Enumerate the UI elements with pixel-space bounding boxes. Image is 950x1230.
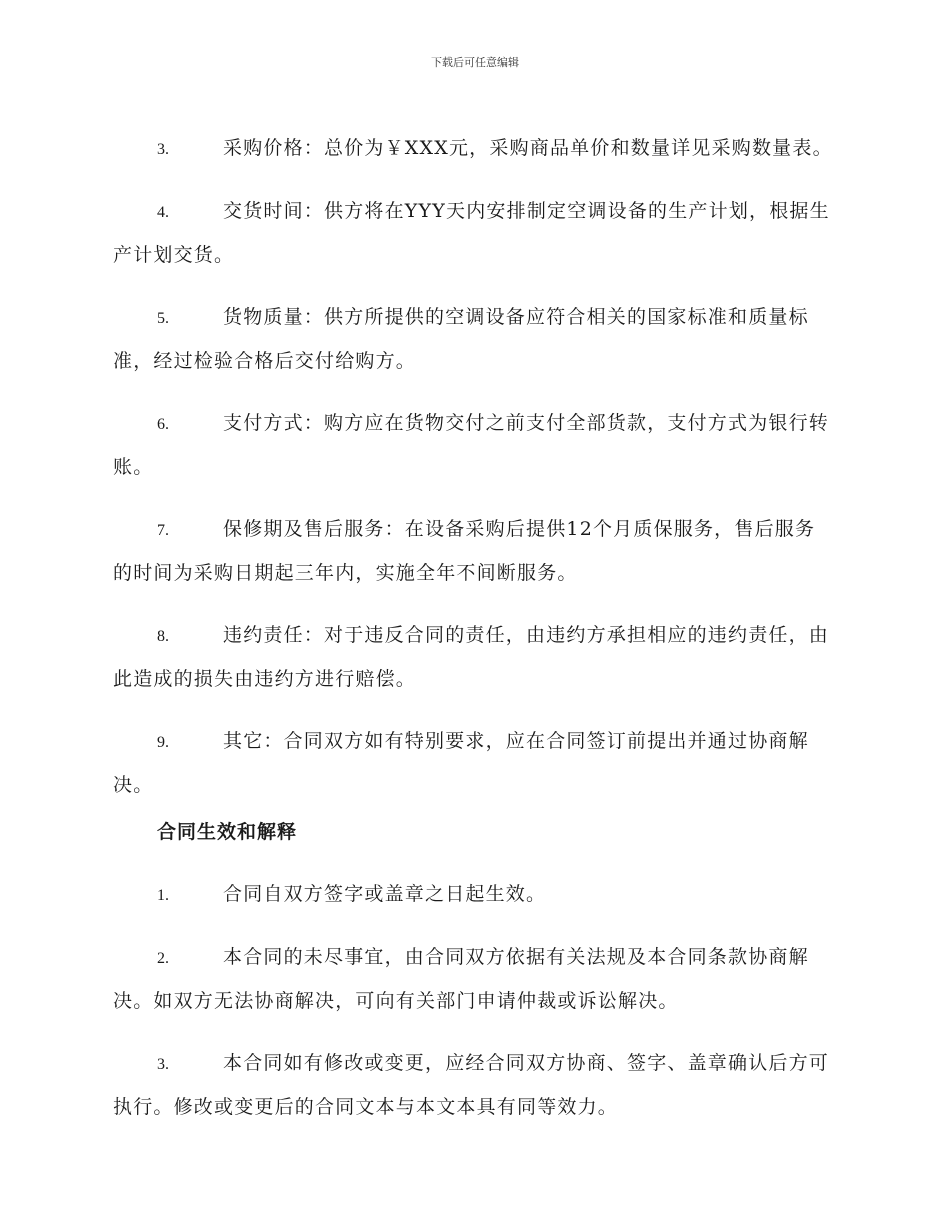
term-item-warranty (113, 508, 835, 595)
effect-item (113, 936, 835, 1023)
item-number: 4. (157, 204, 169, 221)
item-text: 货物质量：供方所提供的空调设备应符合相关的国家标准和质量标准，经过检验合格后交付给购方。 (113, 306, 809, 372)
item-text: 交货时间：供方将在YYY天内安排制定空调设备的生产计划，根据生产计划交货。 (113, 200, 830, 266)
item-text: 违约责任：对于违反合同的责任，由违约方承担相应的违约责任，由此造成的损失由违约方进行赔偿。 (113, 624, 830, 690)
item-number: 6. (157, 416, 169, 433)
item-text: 其它：合同双方如有特别要求，应在合同签订前提出并通过协商解决。 (113, 730, 809, 796)
item-number: 2. (157, 950, 169, 967)
effect-item (113, 873, 835, 917)
item-number: 3. (157, 1056, 169, 1073)
page-header: 下载后可任意编辑 (431, 56, 519, 69)
effect-item (113, 1042, 835, 1129)
item-number: 7. (157, 522, 169, 539)
item-text: 本合同的未尽事宜，由合同双方依据有关法规及本合同条款协商解决。如双方无法协商解决，可向有关部门申请仲裁或诉讼解决。 (113, 946, 809, 1012)
item-number: 3. (157, 141, 169, 158)
term-item-quality (113, 296, 835, 383)
item-text: 本合同如有修改或变更，应经合同双方协商、签字、盖章确认后方可执行。修改或变更后的合同文本与本文本具有同等效力。 (113, 1052, 830, 1118)
term-item-delivery (113, 190, 835, 277)
item-text: 采购价格：总价为￥XXX元，采购商品单价和数量详见采购数量表。 (223, 137, 833, 159)
term-item-liability (113, 614, 835, 701)
document-body (113, 108, 835, 1133)
item-text: 合同自双方签字或盖章之日起生效。 (223, 883, 547, 905)
term-item-price (113, 127, 835, 171)
item-text: 支付方式：购方应在货物交付之前支付全部货款，支付方式为银行转账。 (113, 412, 830, 478)
term-item-payment (113, 402, 835, 489)
section-heading: 合同生效和解释 (157, 821, 298, 843)
item-number: 9. (157, 734, 169, 751)
term-item-other (113, 720, 835, 807)
item-text: 保修期及售后服务：在设备采购后提供12个月质保服务，售后服务的时间为采购日期起三年内，实施全年不间断服务。 (113, 518, 816, 584)
item-number: 5. (157, 310, 169, 327)
item-number: 1. (157, 887, 169, 904)
item-number: 8. (157, 628, 169, 645)
